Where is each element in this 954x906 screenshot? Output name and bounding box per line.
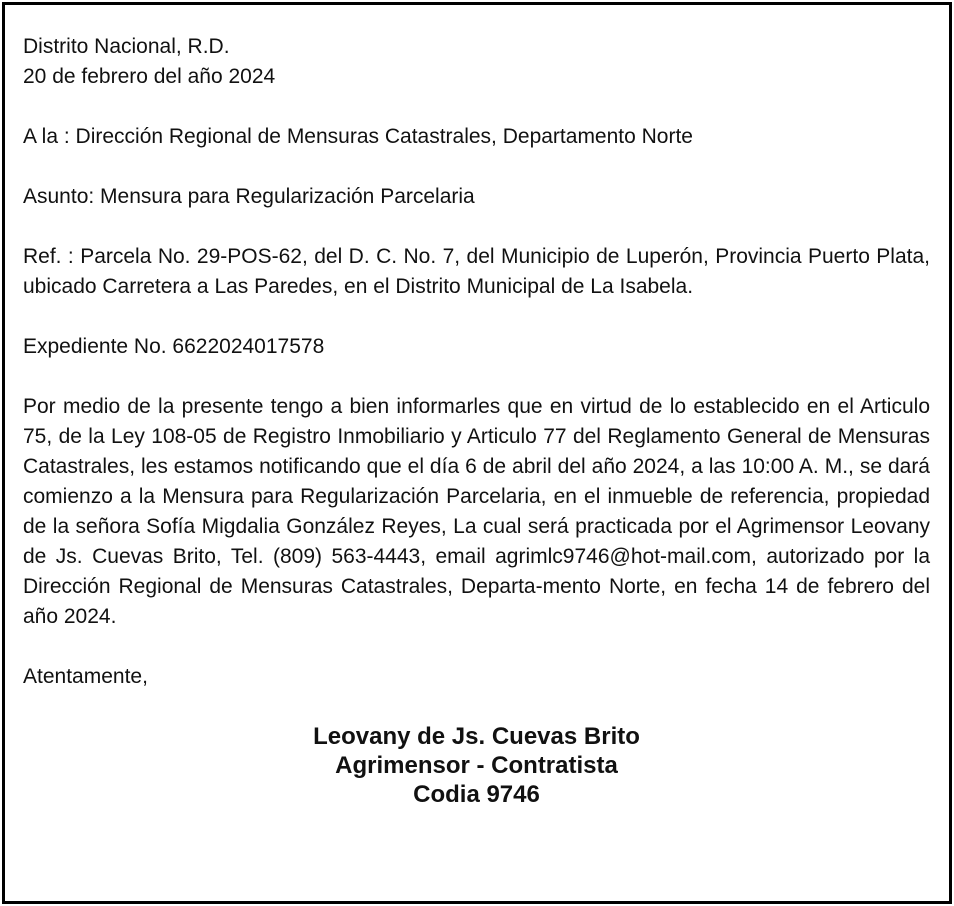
body-paragraph: Por medio de la presente tengo a bien informarles que en virtud de lo establecido en el Articulo 75, de la Ley 108-05 de Registro Inmobiliario y Articulo 77 del Reglamento General de Mensuras Catastrales, les estamos notificando que el día 6 de abril del año 2024, a las 10:00 A. M., se dará comienzo a la Mensura para Regularización Parcelaria, en el inmueble de referencia, propiedad de la señora Sofía Migdalia González Reyes, La cual será practicada por el Agrimensor Leovany de Js. Cuevas Brito, Tel. (809) 563-4443, email agrimlc9746@hot-mail.com, autorizado por la Dirección Regional de Mensuras Catastrales, Departa-mento Norte, en fecha 14 de febrero del año 2024. bbox=[23, 395, 930, 628]
reference-paragraph: Ref. : Parcela No. 29-POS-62, del D. C. No. 7, del Municipio de Luperón, Provincia Puerto Plata, ubicado Carretera a Las Paredes, en el Distrito Municipal de La Isabela. bbox=[23, 245, 930, 298]
letter-content bbox=[23, 32, 930, 809]
subject-line: Asunto: Mensura para Regularización Parcelaria bbox=[23, 185, 475, 208]
closing-line: Atentamente, bbox=[23, 665, 148, 688]
signature-title: Agrimensor - Contratista bbox=[335, 752, 618, 779]
file-number-line: Expediente No. 6622024017578 bbox=[23, 335, 325, 358]
notice-frame bbox=[2, 2, 952, 904]
location-line: Distrito Nacional, R.D. bbox=[23, 35, 230, 58]
signature-block bbox=[23, 722, 930, 809]
signature-code: Codia 9746 bbox=[413, 781, 540, 808]
signature-name: Leovany de Js. Cuevas Brito bbox=[313, 723, 640, 750]
recipient-line: A la : Dirección Regional de Mensuras Catastrales, Departamento Norte bbox=[23, 125, 693, 148]
date-line: 20 de febrero del año 2024 bbox=[23, 65, 276, 88]
